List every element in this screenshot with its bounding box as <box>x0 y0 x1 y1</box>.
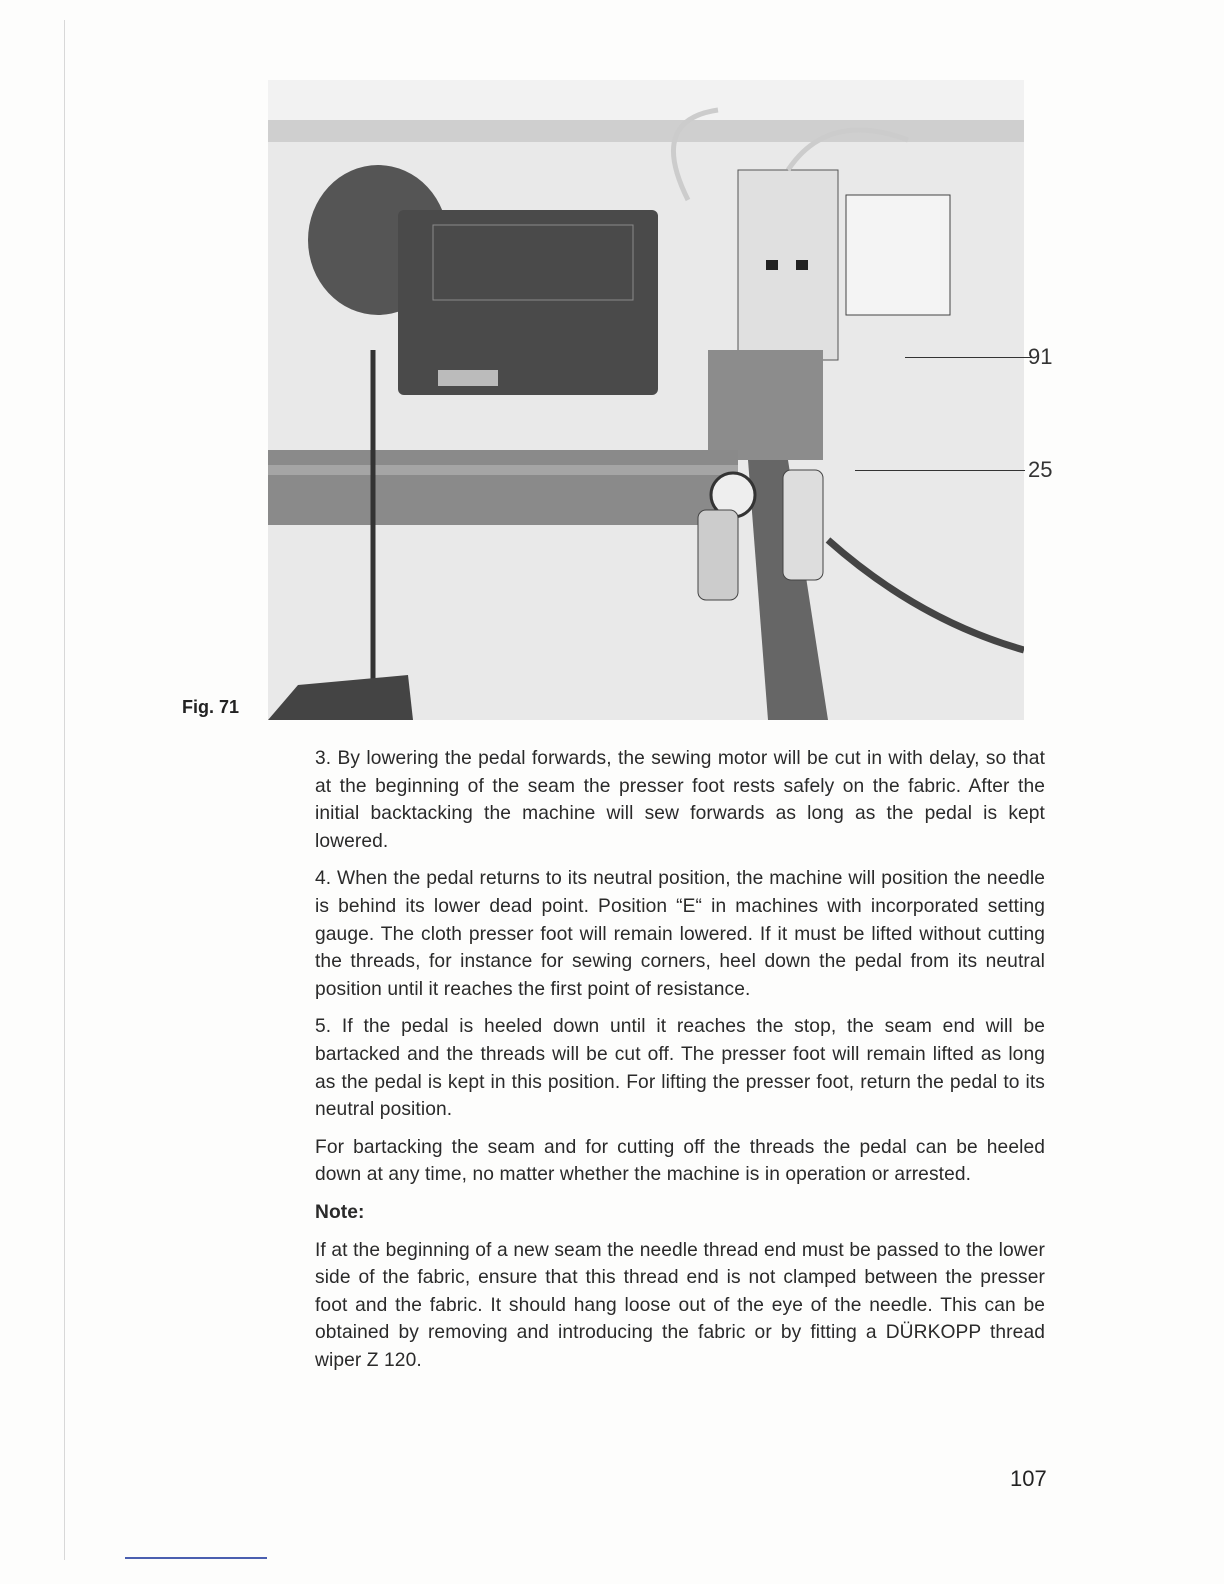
footer-rule <box>125 1557 267 1559</box>
callout-25: 25 <box>1028 457 1053 482</box>
label-plate <box>846 195 950 315</box>
lubricator <box>783 470 823 580</box>
control-box <box>398 210 658 395</box>
callout-91: 91 <box>1028 344 1053 369</box>
callout-line-91 <box>905 357 1035 358</box>
rail <box>268 450 738 525</box>
note-body: If at the beginning of a new seam the needle thread end must be passed to the lower side of the fabric, ensure that this thread end is not clamped between the presser foot and the fabric. It should hang loose out of the eye of the needle. This can be obtained by removing and introducing the fabric or by fitting a DÜRKOPP thread wiper Z 120. <box>315 1239 1045 1371</box>
figure-photo-sewing-motor-pedal <box>268 80 1024 720</box>
note-title: Note: <box>315 1201 365 1223</box>
paragraph-step-5: 5. If the pedal is heeled down until it reaches the stop, the seam end will be bartacked and the threads will be cut off. The presser foot will remain lifted as long as the pedal is kept in this position. For lifting the presser foot, return the pedal to its neutral position. <box>315 1016 1045 1121</box>
paragraph-step-3: 3. By lowering the pedal forwards, the sewing motor will be cut in with delay, so that at the beginning of the seam the presser foot rests safely on the fabric. After the initial backtacking the machine will sew forwards as long as the pedal is kept lowered. <box>315 748 1045 852</box>
paragraph-bartacking: For bartacking the seam and for cutting off the threads the pedal can be heeled down at any time, no matter whether the machine is in operation or arrested. <box>315 1136 1045 1186</box>
bracket <box>708 350 823 460</box>
callout-line-25 <box>855 470 1025 471</box>
switch-panel <box>738 170 838 360</box>
filter <box>698 510 738 600</box>
scan-margin-line <box>64 20 65 1560</box>
paragraph-step-4: 4. When the pedal returns to its neutral position, the machine will position the needle is behind its lower dead point. Position “E“ in machines with incorporated setting gauge. The cloth presser foot will remain lowered. If it must be lifted without cutting the threads, for instance for sewing corners, heel down the pedal from its neutral position until it reaches the first point of resistance. <box>315 868 1045 1000</box>
figure-label: Fig. 71 <box>182 697 240 717</box>
page-number: 107 <box>1010 1466 1047 1491</box>
body-text <box>315 745 1045 1384</box>
